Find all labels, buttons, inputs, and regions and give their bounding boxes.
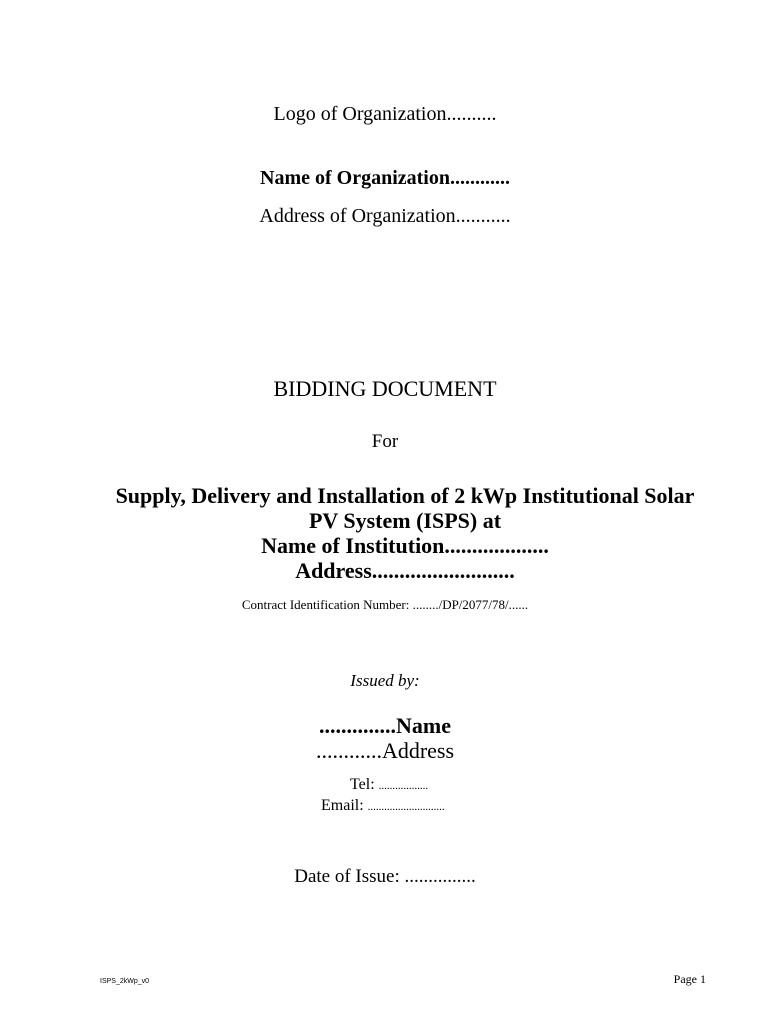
footer-document-id: ISPS_2kWp_v0 — [100, 978, 150, 985]
organization-name: Name of Organization............ — [260, 167, 510, 189]
issued-by-label: Issued by: — [350, 671, 420, 690]
issuer-address: ............Address — [315, 738, 455, 763]
logo-placeholder: Logo of Organization.......... — [273, 103, 497, 125]
page-number: Page 1 — [673, 972, 706, 986]
project-line: Supply, Delivery and Installation of 2 kWp Institutional Solar — [115, 483, 695, 508]
project-line: Name of Institution................... — [261, 533, 549, 558]
tel-value: .................. — [378, 780, 429, 792]
project-line: Address.......................... — [295, 558, 515, 583]
email-label: Email: — [321, 797, 364, 814]
project-line: PV System (ISPS) at — [308, 508, 502, 533]
tel-label: Tel: — [350, 776, 375, 793]
for-label: For — [371, 431, 399, 452]
date-of-issue: Date of Issue: ............... — [294, 866, 476, 887]
issuer-name: ..............Name — [319, 713, 451, 738]
document-title: BIDDING DOCUMENT — [273, 376, 497, 401]
project-description — [60, 483, 750, 583]
issuer-email — [321, 797, 445, 815]
contract-identification-number: Contract Identification Number: ......../DP/2077/78/...... — [241, 597, 529, 612]
organization-address: Address of Organization........... — [259, 205, 511, 227]
issuer-telephone — [350, 776, 428, 794]
email-value: ............................ — [367, 801, 445, 813]
